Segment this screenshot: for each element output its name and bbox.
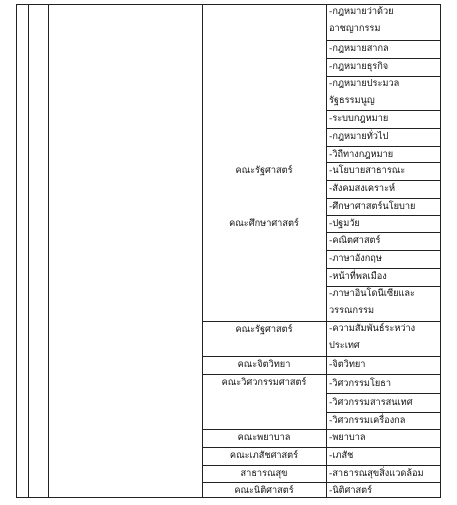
group-divider [202,447,327,448]
subject-item: -ศึกษาศาสตร์นโยบาย [329,201,416,212]
row-divider [326,412,441,413]
row-divider [326,162,441,163]
subject-item: วรรณกรรม [329,305,375,316]
faculty-name: คณะนิติศาสตร์ [234,485,294,496]
subject-item: รัฐธรรมนูญ [329,95,375,106]
row-divider [326,268,441,269]
subject-item: -สาธารณสุขสิ่งแวดล้อม [329,468,424,479]
subject-item: ประเทศ [329,340,360,351]
subject-item: -พยาบาล [329,432,366,443]
row-divider [326,215,441,216]
row-divider [326,232,441,233]
group-divider [202,321,327,322]
row-divider [326,58,441,59]
subject-item: -ภาษาอินโดนีเซียและ [329,288,415,299]
table-border-vertical [16,4,17,497]
subject-item: -ความสัมพันธ์ระหว่าง [329,323,416,334]
subject-item: -สังคมสงเคราะห์ [329,183,396,194]
faculty-name: คณะวิศวกรรมศาสตร์ [221,377,307,388]
row-divider [326,374,441,375]
subject-item: -กฎหมายประมวล [329,78,400,89]
subject-item: -ระบบกฎหมาย [329,113,389,124]
faculty-name: คณะรัฐศาสตร์ [235,324,293,335]
row-divider [326,128,441,129]
subject-item: -วิศวกรรมสารสนเทศ [329,396,413,408]
faculty-name: สาธารณสุข [240,468,288,479]
row-divider [326,429,441,430]
row-divider [326,110,441,111]
group-divider [202,374,327,375]
group-divider [202,356,327,357]
subject-item: -นิติศาสตร์ [329,485,373,496]
row-divider [326,393,441,394]
table-border-vertical [202,4,203,497]
row-divider [326,321,441,322]
table-border-bottom [16,497,441,498]
faculty-name: คณะจิตวิทยา [237,359,291,370]
table-border-vertical [48,4,49,497]
table-border-top [16,4,441,5]
faculty-name: คณะเภสัชศาสตร์ [229,450,299,461]
subject-item: -วิถีทางกฎหมาย [329,149,394,160]
subject-item: -กฎหมายธุรกิจ [329,61,389,72]
subject-item: -เภสัช [329,450,354,461]
row-divider [326,198,441,199]
subject-item: อาชญากรรม [329,23,381,34]
group-divider [202,429,327,430]
row-divider [326,447,441,448]
row-divider [326,465,441,466]
table-border-vertical [28,4,29,497]
row-divider [326,146,441,147]
faculty-name: คณะพยาบาล [237,432,291,443]
subject-item: -กฎหมายทั่วไป [329,131,389,142]
subject-item: -นโยบายสาธารณะ [329,165,406,176]
subject-item: -ปฐมวัย [329,218,360,229]
subject-item: -วิศวกรรมเครื่องกล [329,415,406,426]
row-divider [326,180,441,181]
row-divider [326,286,441,287]
subject-item: -ภาษาอังกฤษ [329,253,382,264]
row-divider [326,356,441,357]
subject-item: -คณิตศาสตร์ [329,235,381,246]
group-divider [202,482,327,483]
row-divider [326,250,441,251]
row-divider [326,40,441,41]
subject-item: -กฎหมายสากล [329,43,389,54]
subject-item: -หน้าที่พลเมือง [329,271,387,282]
faculty-name: คณะรัฐศาสตร์ [235,165,293,176]
row-divider [326,76,441,77]
faculty-name: คณะศึกษาศาสตร์ [229,218,299,229]
row-divider [326,482,441,483]
subject-item: -วิศวกรรมโยธา [329,377,392,389]
group-divider [202,465,327,466]
subject-item: -จิตวิทยา [329,359,366,370]
subject-item: -กฎหมายว่าด้วย [329,6,394,17]
